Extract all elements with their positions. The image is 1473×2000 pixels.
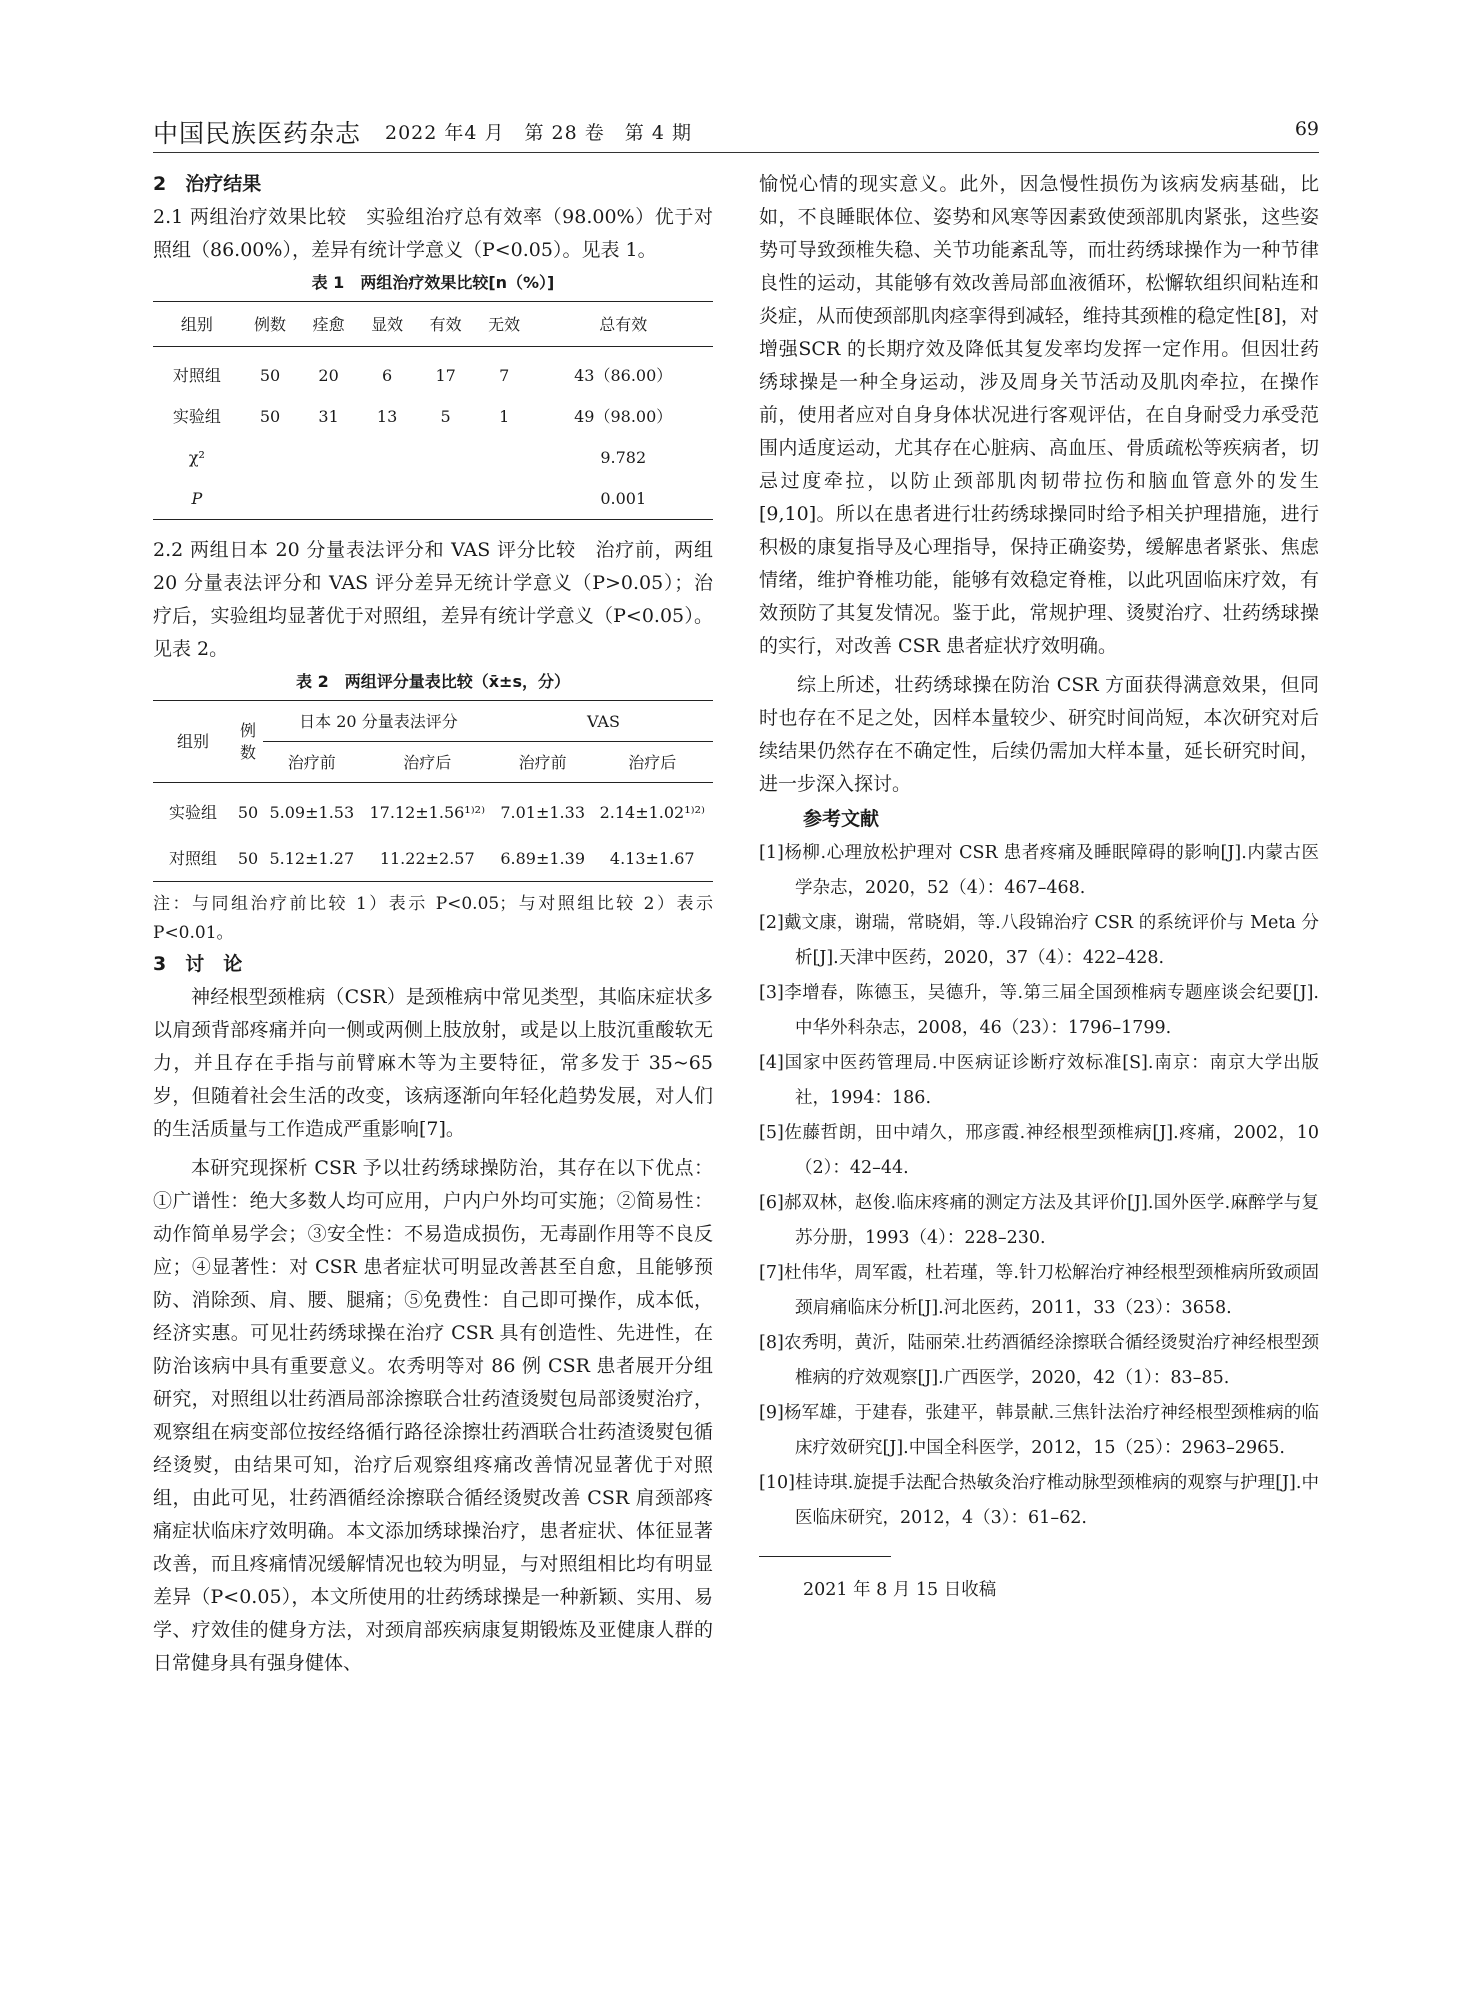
table-cell: 4.13±1.67 xyxy=(609,848,695,868)
table2-header-after: 治疗后 xyxy=(591,742,713,783)
discussion-paragraph: 神经根型颈椎病（CSR）是颈椎病中常见类型，其临床症状多以肩颈背部疼痛并向一侧或两侧上肢放射，或是以上肢沉重酸软无力，并且存在手指与前臂麻木等为主要特征，常多发于 35~65 岁，但随着社会生活的改变，该病逐渐向年轻化趋势发展，对人们的生活质量与工作造成严重影响[7]。 xyxy=(153,986,713,1140)
table1-header-cell: 例数 xyxy=(241,302,300,347)
table-cell: 7.01±1.33 xyxy=(500,802,585,822)
conclusion-paragraph: 综上所述，壮药绣球操在防治 CSR 方面获得满意效果，但同时也存在不足之处，因样本量较少、研究时间尚短，本次研究对后续结果仍然存在不确定性，后续仍需加大样本量，延长研究时间，进一步深入探讨。 xyxy=(759,674,1319,795)
reference-item: [4]国家中医药管理局.中医病证诊断疗效标准[S].南京：南京大学出版社，1994：186. xyxy=(759,1053,1319,1108)
table2-header-vas: VAS xyxy=(494,701,713,742)
table-cell: 6.89±1.39 xyxy=(500,848,585,868)
table-row xyxy=(153,396,713,437)
table-cell: P xyxy=(191,489,203,508)
table-row xyxy=(153,783,713,836)
table-cell: 对照组 xyxy=(172,366,221,385)
table2-header-before: 治疗前 xyxy=(263,742,361,783)
section-heading-results: 2 治疗结果 xyxy=(153,173,262,195)
table-cell: 1 xyxy=(499,407,510,426)
table-cell xyxy=(416,478,475,520)
table1-header-cell: 显效 xyxy=(358,302,417,347)
reference-item: [1]杨柳.心理放松护理对 CSR 患者疼痛及睡眠障碍的影响[J].内蒙古医学杂志，2020，52（4）：467–468. xyxy=(759,843,1319,898)
table-cell: 对照组 xyxy=(168,848,217,868)
table1-header-cell: 组别 xyxy=(153,302,241,347)
references-list xyxy=(759,836,1319,1536)
table-cell: 49（98.00） xyxy=(574,407,673,426)
table-cell: 20 xyxy=(318,366,339,385)
table2 xyxy=(153,700,713,882)
reference-item: [6]郝双林，赵俊.临床疼痛的测定方法及其评价[J].国外医学.麻醉学与复苏分册，1993（4）：228–230. xyxy=(759,1193,1319,1248)
table-cell: 实验组 xyxy=(172,407,221,426)
discussion-paragraph: 本研究现探析 CSR 予以壮药绣球操防治，其存在以下优点：①广谱性：绝大多数人均可应用，户内户外均可实施；②简易性：动作简单易学会；③安全性：不易造成损伤，无毒副作用等不良反应；④显著性：对 CSR 患者症状可明显改善甚至自愈，且能够预防、消除颈、肩、腰、腿痛；⑤免费性：自己即可操作，成本低，经济实惠。可见壮药绣球操在治疗 CSR 具有创造性、先进性，在防治该病中具有重要意义。农秀明等对 86 例 CSR 患者展开分组研究，对照组以壮药酒局部涂擦联合壮药渣烫熨包局部烫熨治疗，观察组在病变部位按经络循行路径涂擦壮药酒联合壮药渣烫熨包循经烫熨，由结果可知，治疗后观察组疼痛改善情况显著优于对照组，由此可见，壮药酒循经涂擦联合循经烫熨改善 CSR 肩颈部疼痛症状临床疗效明确。本文添加绣球操治疗，患者症状、体征显著改善，而且疼痛情况缓解情况也较为明显，与对照组相比均有明显差异（P<0.05），本文所使用的壮药绣球操是一种新颖、实用、易学、疗效佳的健身方法，对颈肩部疾病康复期锻炼及亚健康人群的日常健身具有强身健体、 xyxy=(153,1157,713,1674)
table-row xyxy=(153,437,713,478)
table-row xyxy=(153,835,713,882)
right-column xyxy=(759,168,1319,1605)
footnote-divider xyxy=(759,1556,891,1557)
table1-header-cell: 无效 xyxy=(475,302,534,347)
table-row xyxy=(153,347,713,397)
table2-note: 注：与同组治疗前比较 1）表示 P<0.05；与对照组比较 2）表示 P<0.01。 xyxy=(153,894,713,943)
page-number: 69 xyxy=(1294,118,1319,140)
reference-item: [5]佐藤哲朗，田中靖久，邢彦霞.神经根型颈椎病[J].疼痛，2002，10（2）：42–44. xyxy=(759,1123,1319,1178)
table-cell: 实验组 xyxy=(168,802,217,822)
table-cell: 17.12±1.56¹⁾²⁾ xyxy=(369,802,485,822)
table-cell: 9.782 xyxy=(600,448,647,467)
table-cell xyxy=(475,478,534,520)
table2-header-jp-score: 日本 20 分量表法评分 xyxy=(263,701,494,742)
table-cell: 0.001 xyxy=(600,489,647,508)
table-cell: 11.22±2.57 xyxy=(379,848,475,868)
reference-item: [7]杜伟华，周军霞，杜若瑾，等.针刀松解治疗神经根型颈椎病所致顽固颈肩痛临床分析[J].河北医药，2011，33（23）：3658. xyxy=(759,1263,1319,1318)
table-cell: 5 xyxy=(440,407,451,426)
table1 xyxy=(153,301,713,520)
table-cell xyxy=(299,478,358,520)
table-cell: 2.14±1.02¹⁾²⁾ xyxy=(599,802,705,822)
table-cell: 5.09±1.53 xyxy=(269,802,355,822)
table-row xyxy=(153,478,713,520)
table2-header-row xyxy=(153,701,713,742)
references-heading: 参考文献 xyxy=(803,808,880,830)
table1-caption: 表 1 两组治疗效果比较[n（%）] xyxy=(311,273,555,292)
table-cell xyxy=(299,437,358,478)
discussion-paragraph: 愉悦心情的现实意义。此外，因急慢性损伤为该病发病基础，比如，不良睡眠体位、姿势和风寒等因素致使颈部肌肉紧张，这些姿势可导致颈椎失稳、关节功能紊乱等，而壮药绣球操作为一种节律良性的运动，其能够有效改善局部血液循环，松懈软组织间粘连和炎症，从而使颈部肌肉痉挛得到减轻，维持其颈椎的稳定性[8]，对增强SCR 的长期疗效及降低其复发率均发挥一定作用。但因壮药绣球操是一种全身运动，涉及周身关节活动及肌肉牵拉，在操作前，使用者应对自身身体状况进行客观评估，在自身耐受力承受范围内适度运动，尤其存在心脏病、高血压、骨质疏松等疾病者，切忌过度牵拉，以防止颈部肌肉韧带拉伤和脑血管意外的发生[9,10]。所以在患者进行壮药绣球操同时给予相关护理措施，进行积极的康复指导及心理指导，保持正确姿势，缓解患者紧张、焦虑情绪，维护脊椎功能，能够有效稳定脊椎，以此巩固临床疗效，有效预防了其复发情况。鉴于此，常规护理、烫熨治疗、壮药绣球操的实行，对改善 CSR 患者症状疗效明确。 xyxy=(759,173,1319,657)
table-cell: 5.12±1.27 xyxy=(269,848,355,868)
table2-caption: 表 2 两组评分量表比较（x̄±s，分） xyxy=(296,672,570,691)
table-cell xyxy=(416,437,475,478)
table1-header-cell: 有效 xyxy=(416,302,475,347)
table2-header-after: 治疗后 xyxy=(361,742,494,783)
table-cell xyxy=(241,437,300,478)
table-cell: 6 xyxy=(382,366,393,385)
table2-header-before: 治疗前 xyxy=(494,742,592,783)
table1-header-row xyxy=(153,302,713,347)
table-cell xyxy=(358,478,417,520)
reference-item: [10]桂诗琪.旋提手法配合热敏灸治疗椎动脉型颈椎病的观察与护理[J].中医临床研究，2012，4（3）：61–62. xyxy=(759,1473,1319,1528)
table-cell: 50 xyxy=(237,848,259,868)
table-cell: 31 xyxy=(318,407,339,426)
table-cell: 43（86.00） xyxy=(574,366,673,385)
table-cell: 50 xyxy=(259,407,281,426)
subsection-scores-text: 2.2 两组日本 20 分量表法评分和 VAS 评分比较 治疗前，两组 20 分量表法评分和 VAS 评分差异无统计学意义（P>0.05）；治疗后，实验组均显著优于对照组，差异有统计学意义（P<0.05）。见表 2。 xyxy=(153,539,713,660)
subsection-efficacy-text: 2.1 两组治疗效果比较 实验组治疗总有效率（98.00%）优于对照组（86.00%），差异有统计学意义（P<0.05）。见表 1。 xyxy=(153,206,713,261)
table-cell: χ² xyxy=(188,448,205,467)
table-cell: 7 xyxy=(499,366,510,385)
table-cell: 50 xyxy=(259,366,281,385)
table-cell: 50 xyxy=(237,802,259,822)
table-cell: 17 xyxy=(435,366,456,385)
reference-item: [8]农秀明，黄沂，陆丽荣.壮药酒循经涂擦联合循经烫熨治疗神经根型颈椎病的疗效观察[J].广西医学，2020，42（1）：83–85. xyxy=(759,1333,1319,1388)
table1-header-cell: 总有效 xyxy=(533,302,713,347)
table-cell: 13 xyxy=(376,407,398,426)
table-cell xyxy=(475,437,534,478)
table2-header-n: 例数 xyxy=(233,701,263,783)
table1-header-cell: 痊愈 xyxy=(299,302,358,347)
section-heading-discussion: 3 讨 论 xyxy=(153,953,243,975)
issue-info: 2022 年4 月 第 28 卷 第 4 期 xyxy=(385,122,692,144)
reference-item: [2]戴文康，谢瑞，常晓娟，等.八段锦治疗 CSR 的系统评价与 Meta 分析[J].天津中医药，2020，37（4）：422–428. xyxy=(759,913,1319,968)
reference-item: [9]杨军雄，于建春，张建平，韩景献.三焦针法治疗神经根型颈椎病的临床疗效研究[J].中国全科医学，2012，15（25）：2963–2965. xyxy=(759,1403,1319,1458)
running-header xyxy=(153,112,1319,153)
received-date: 2021 年 8 月 15 日收稿 xyxy=(803,1580,997,1600)
table2-header-group: 组别 xyxy=(153,701,233,783)
table-cell xyxy=(358,437,417,478)
table-cell xyxy=(241,478,300,520)
reference-item: [3]李增春，陈德玉，吴德升，等.第三届全国颈椎病专题座谈会纪要[J].中华外科杂志，2008，46（23）：1796–1799. xyxy=(759,983,1319,1038)
journal-title: 中国民族医药杂志 xyxy=(153,119,362,148)
left-column xyxy=(153,168,713,1680)
